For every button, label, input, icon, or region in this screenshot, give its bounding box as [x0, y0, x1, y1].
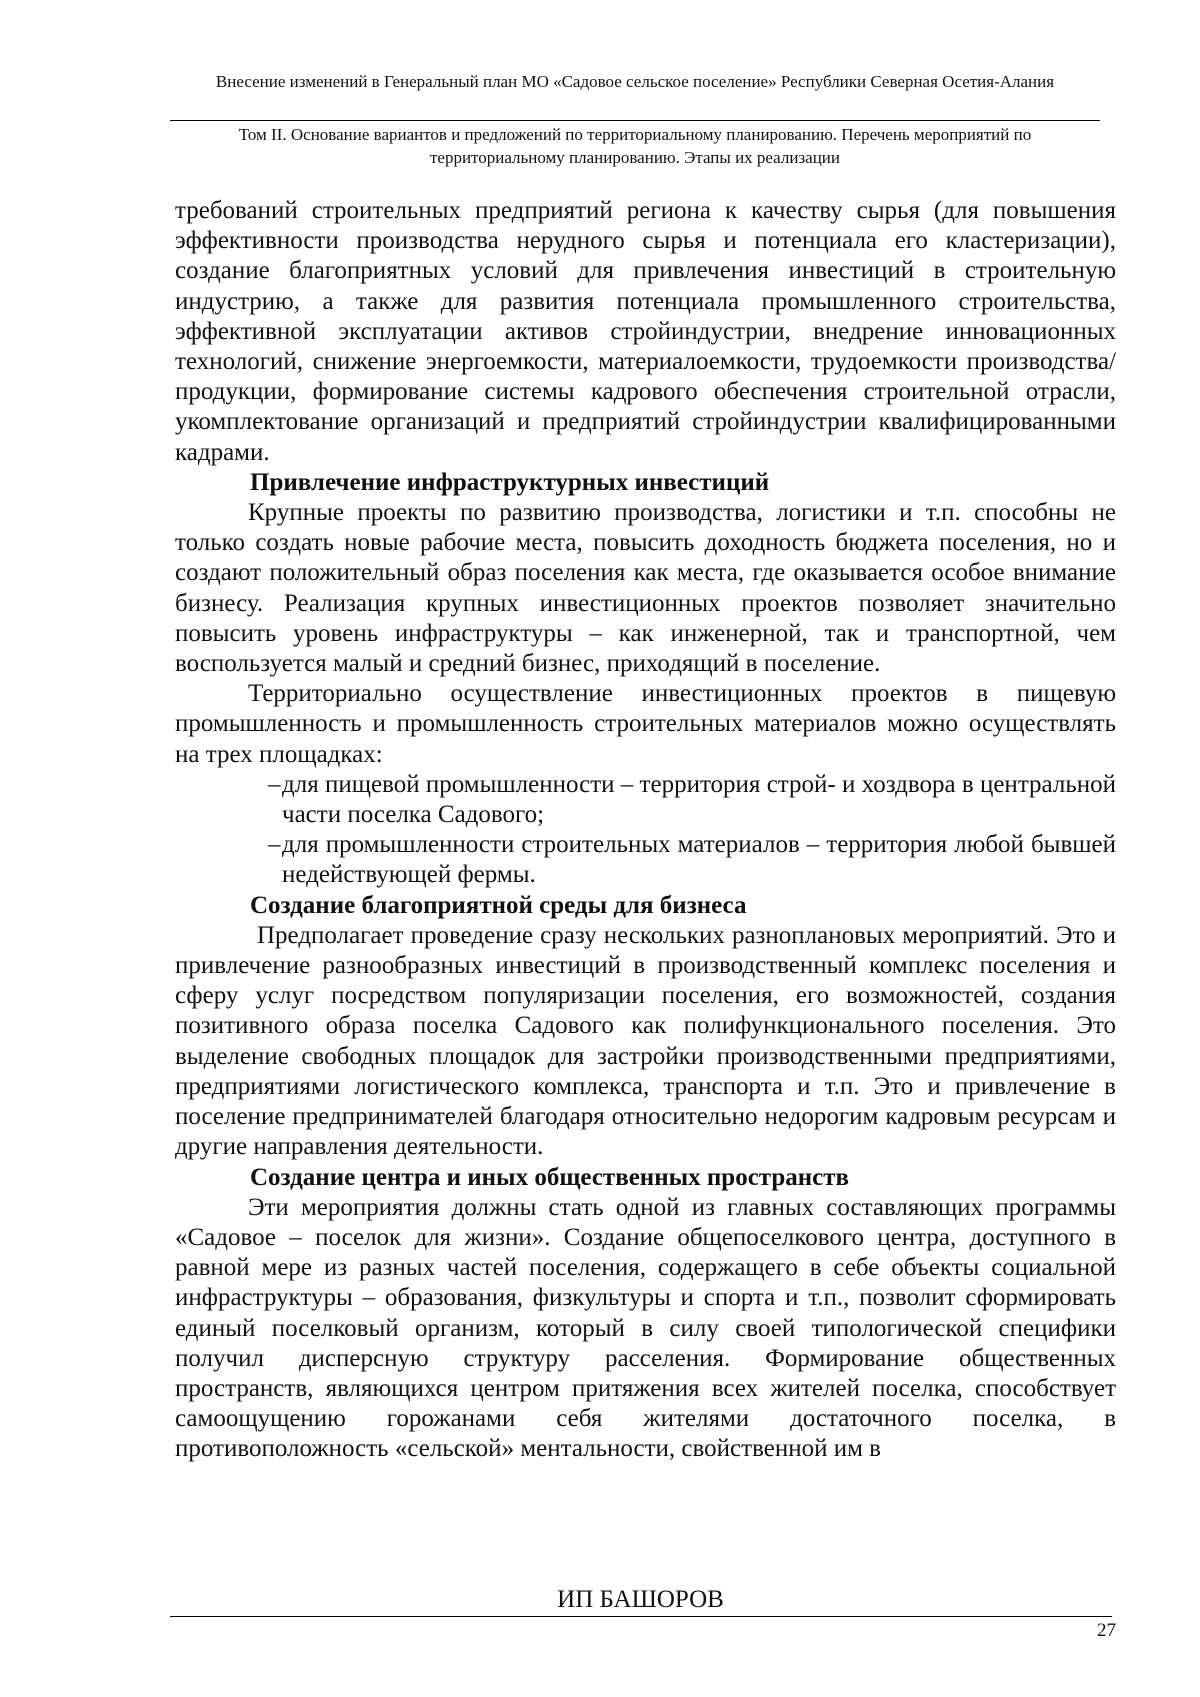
body-paragraph: Предполагает проведение сразу нескольких разноплановых мероприятий. Это и привлечение разнообразных инвестиций в производственный комплекс поселения и сферу услуг посредством популяризации поселения, его возможностей, создания позитивного образа поселка Садового как полифункционального поселения. Это выделение свободных площадок для застройки производственными предприятиями, предприятиями логистического комплекса, транспорта и т.п. Это и привлечение в поселение предпринимателей благодаря относительно недорогим кадровым ресурсам и другие направления деятельности. — [175, 921, 1116, 1161]
body-paragraph: Территориально осуществление инвестиционных проектов в пищевую промышленность и промышленность строительных материалов можно осуществлять на трех площадках: — [175, 680, 1116, 768]
footer-rule — [170, 1616, 1112, 1617]
dash-list — [175, 770, 1116, 891]
dash-bullet: – — [268, 770, 281, 798]
body-paragraph: требований строительных предприятий региона к качеству сырья (для повышения эффективности производства нерудного сырья и потенциала его кластеризации), создание благоприятных условий для привлечения инвестиций в строительную индустрию, а также для развития потенциала промышленного строительства, эффективной эксплуатации активов стройиндустрии, внедрение инновационных технологий, снижение энергоемкости, материалоемкости, трудоемкости производства/продукции, формирование системы кадрового обеспечения строительной отрасли, укомплектование организаций и предприятий стройиндустрии квалифицированными кадрами. — [175, 197, 1116, 466]
header-rule — [170, 120, 1100, 121]
running-header-subtitle: Том II. Основание вариантов и предложений по территориальному планированию. Перечень мероприятий по территориальному планированию. Этапы их реализации — [238, 125, 1032, 167]
list-item — [175, 830, 1116, 890]
section-heading: Привлечение инфраструктурных инвестиций — [250, 468, 770, 496]
document-body — [175, 196, 1116, 1465]
list-item-text: для промышленности строительных материалов – территория любой бывшей недействующей фермы. — [282, 831, 1116, 889]
body-paragraph: Крупные проекты по развитию производства, логистики и т.п. способны не только создать новые рабочие места, повысить доходность бюджета поселения, но и создают положительный образ поселения как места, где оказывается особое внимание бизнесу. Реализация крупных инвестиционных проектов позволяет значительно повысить уровень инфраструктуры – как инженерной, так и транспортной, чем воспользуется малый и средний бизнес, приходящий в поселение. — [175, 499, 1116, 678]
section-heading: Создание благоприятной среды для бизнеса — [250, 891, 747, 919]
footer-author: ИП БАШОРОВ — [557, 1586, 724, 1613]
body-paragraph: Эти мероприятия должны стать одной из главных составляющих программы «Садовое – поселок для жизни». Создание общепоселкового центра, доступного в равной мере из разных частей поселения, содержащего в себе объекты социальной инфраструктуры – образования, физкультуры и спорта и т.п., позволит сформировать единый поселковый организм, который в силу своей типологической специфики получил дисперсную структуру расселения. Формирование общественных пространств, являющихся центром притяжения всех жителей поселка, способствует самоощущению горожанами себя жителями достаточного поселка, в противоположность «сельской» ментальности, свойственной им в — [175, 1193, 1116, 1463]
dash-bullet: – — [268, 831, 281, 859]
running-header-title: Внесение изменений в Генеральный план МО «Садовое сельское поселение» Республики Северная Осетия-Алания — [215, 72, 1055, 91]
list-item — [175, 770, 1116, 830]
list-item-text: для пищевой промышленности – территория строй- и хоздвора в центральной части поселка Садового; — [282, 770, 1116, 829]
section-heading: Создание центра и иных общественных пространств — [250, 1163, 850, 1191]
page-number: 27 — [1097, 1620, 1116, 1641]
